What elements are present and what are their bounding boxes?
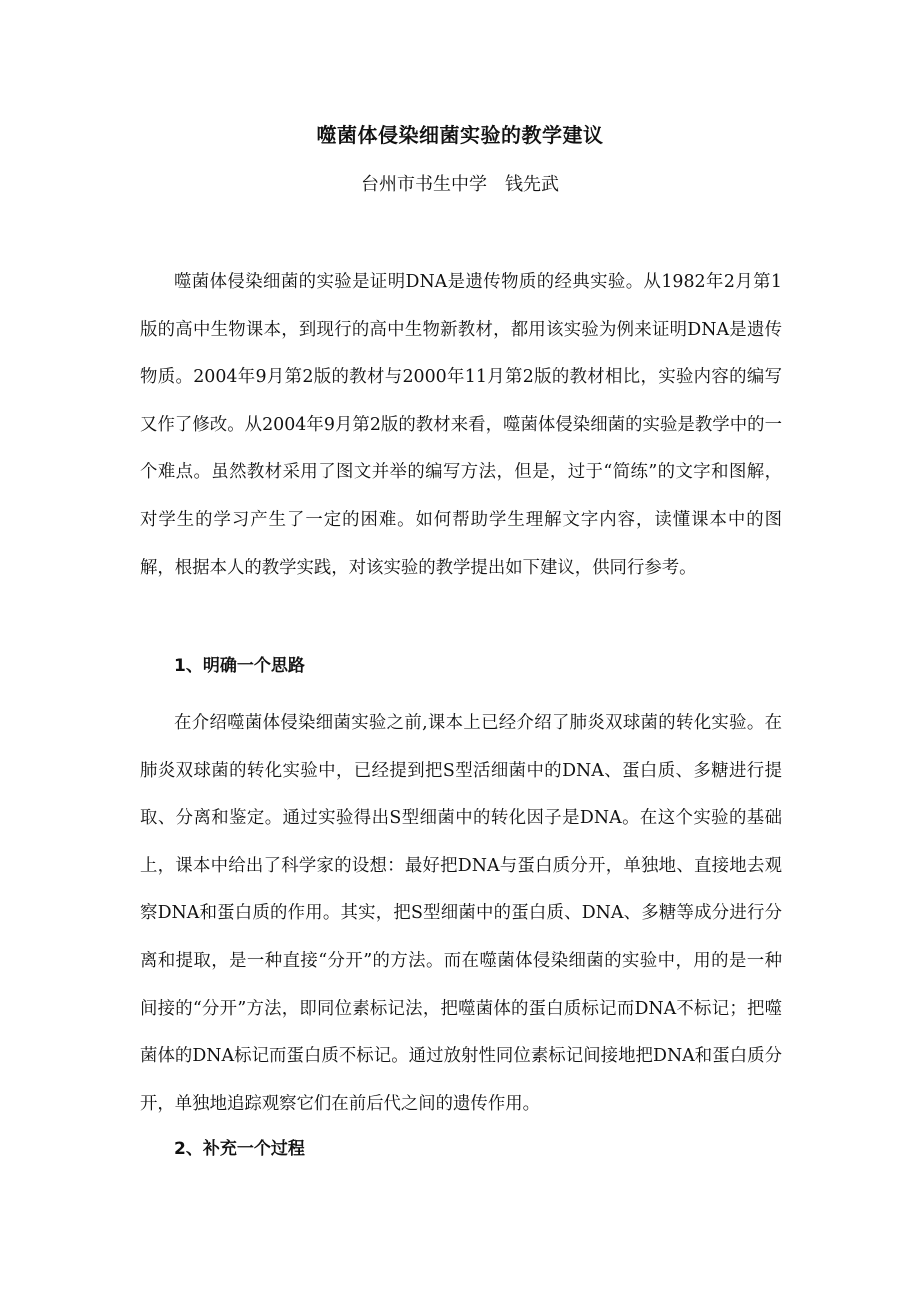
paragraph-section-1: 在介绍噬菌体侵染细菌实验之前,课本上已经介绍了肺炎双球菌的转化实验。在肺炎双球菌的转化实验中，已经提到把S型活细菌中的DNA、蛋白质、多糖进行提取、分离和鉴定。通过实验得出S型细菌中的转化因子是DNA。在这个实验的基础上，课本中给出了科学家的设想：最好把DNA与蛋白质分开，单独地、直接地去观察DNA和蛋白质的作用。其实，把S型细菌中的蛋白质、DNA、多糖等成分进行分离和提取，是一种直接“分开”的方法。而在噬菌体侵染细菌的实验中，用的是一种间接的“分开”方法，即同位素标记法，把噬菌体的蛋白质标记而DNA不标记；把噬菌体的DNA标记而蛋白质不标记。通过放射性同位素标记间接地把DNA和蛋白质分开，单独地追踪观察它们在前后代之间的遗传作用。 (140, 713, 782, 1114)
author-line: 台州市书生中学 钱先武 (361, 174, 559, 195)
document-title: 噬菌体侵染细菌实验的教学建议 (316, 123, 604, 147)
section-heading-1: 1、明确一个思路 (174, 656, 305, 676)
paragraph-intro: 噬菌体侵染细菌的实验是证明DNA是遗传物质的经典实验。从1982年2月第1版的高中生物课本，到现行的高中生物新教材，都用该实验为例来证明DNA是遗传物质。2004年9月第2版的教材与2000年11月第2版的教材相比，实验内容的编写又作了修改。从2004年9月第2版的教材来看，噬菌体侵染细菌的实验是教学中的一个难点。虽然教材采用了图文并举的编写方法，但是，过于“简练”的文字和图解，对学生的学习产生了一定的困难。如何帮助学生理解文字内容，读懂课本中的图解，根据本人的教学实践，对该实验的教学提出如下建议，供同行参考。 (140, 272, 782, 578)
section-heading-2: 2、补充一个过程 (174, 1139, 305, 1159)
